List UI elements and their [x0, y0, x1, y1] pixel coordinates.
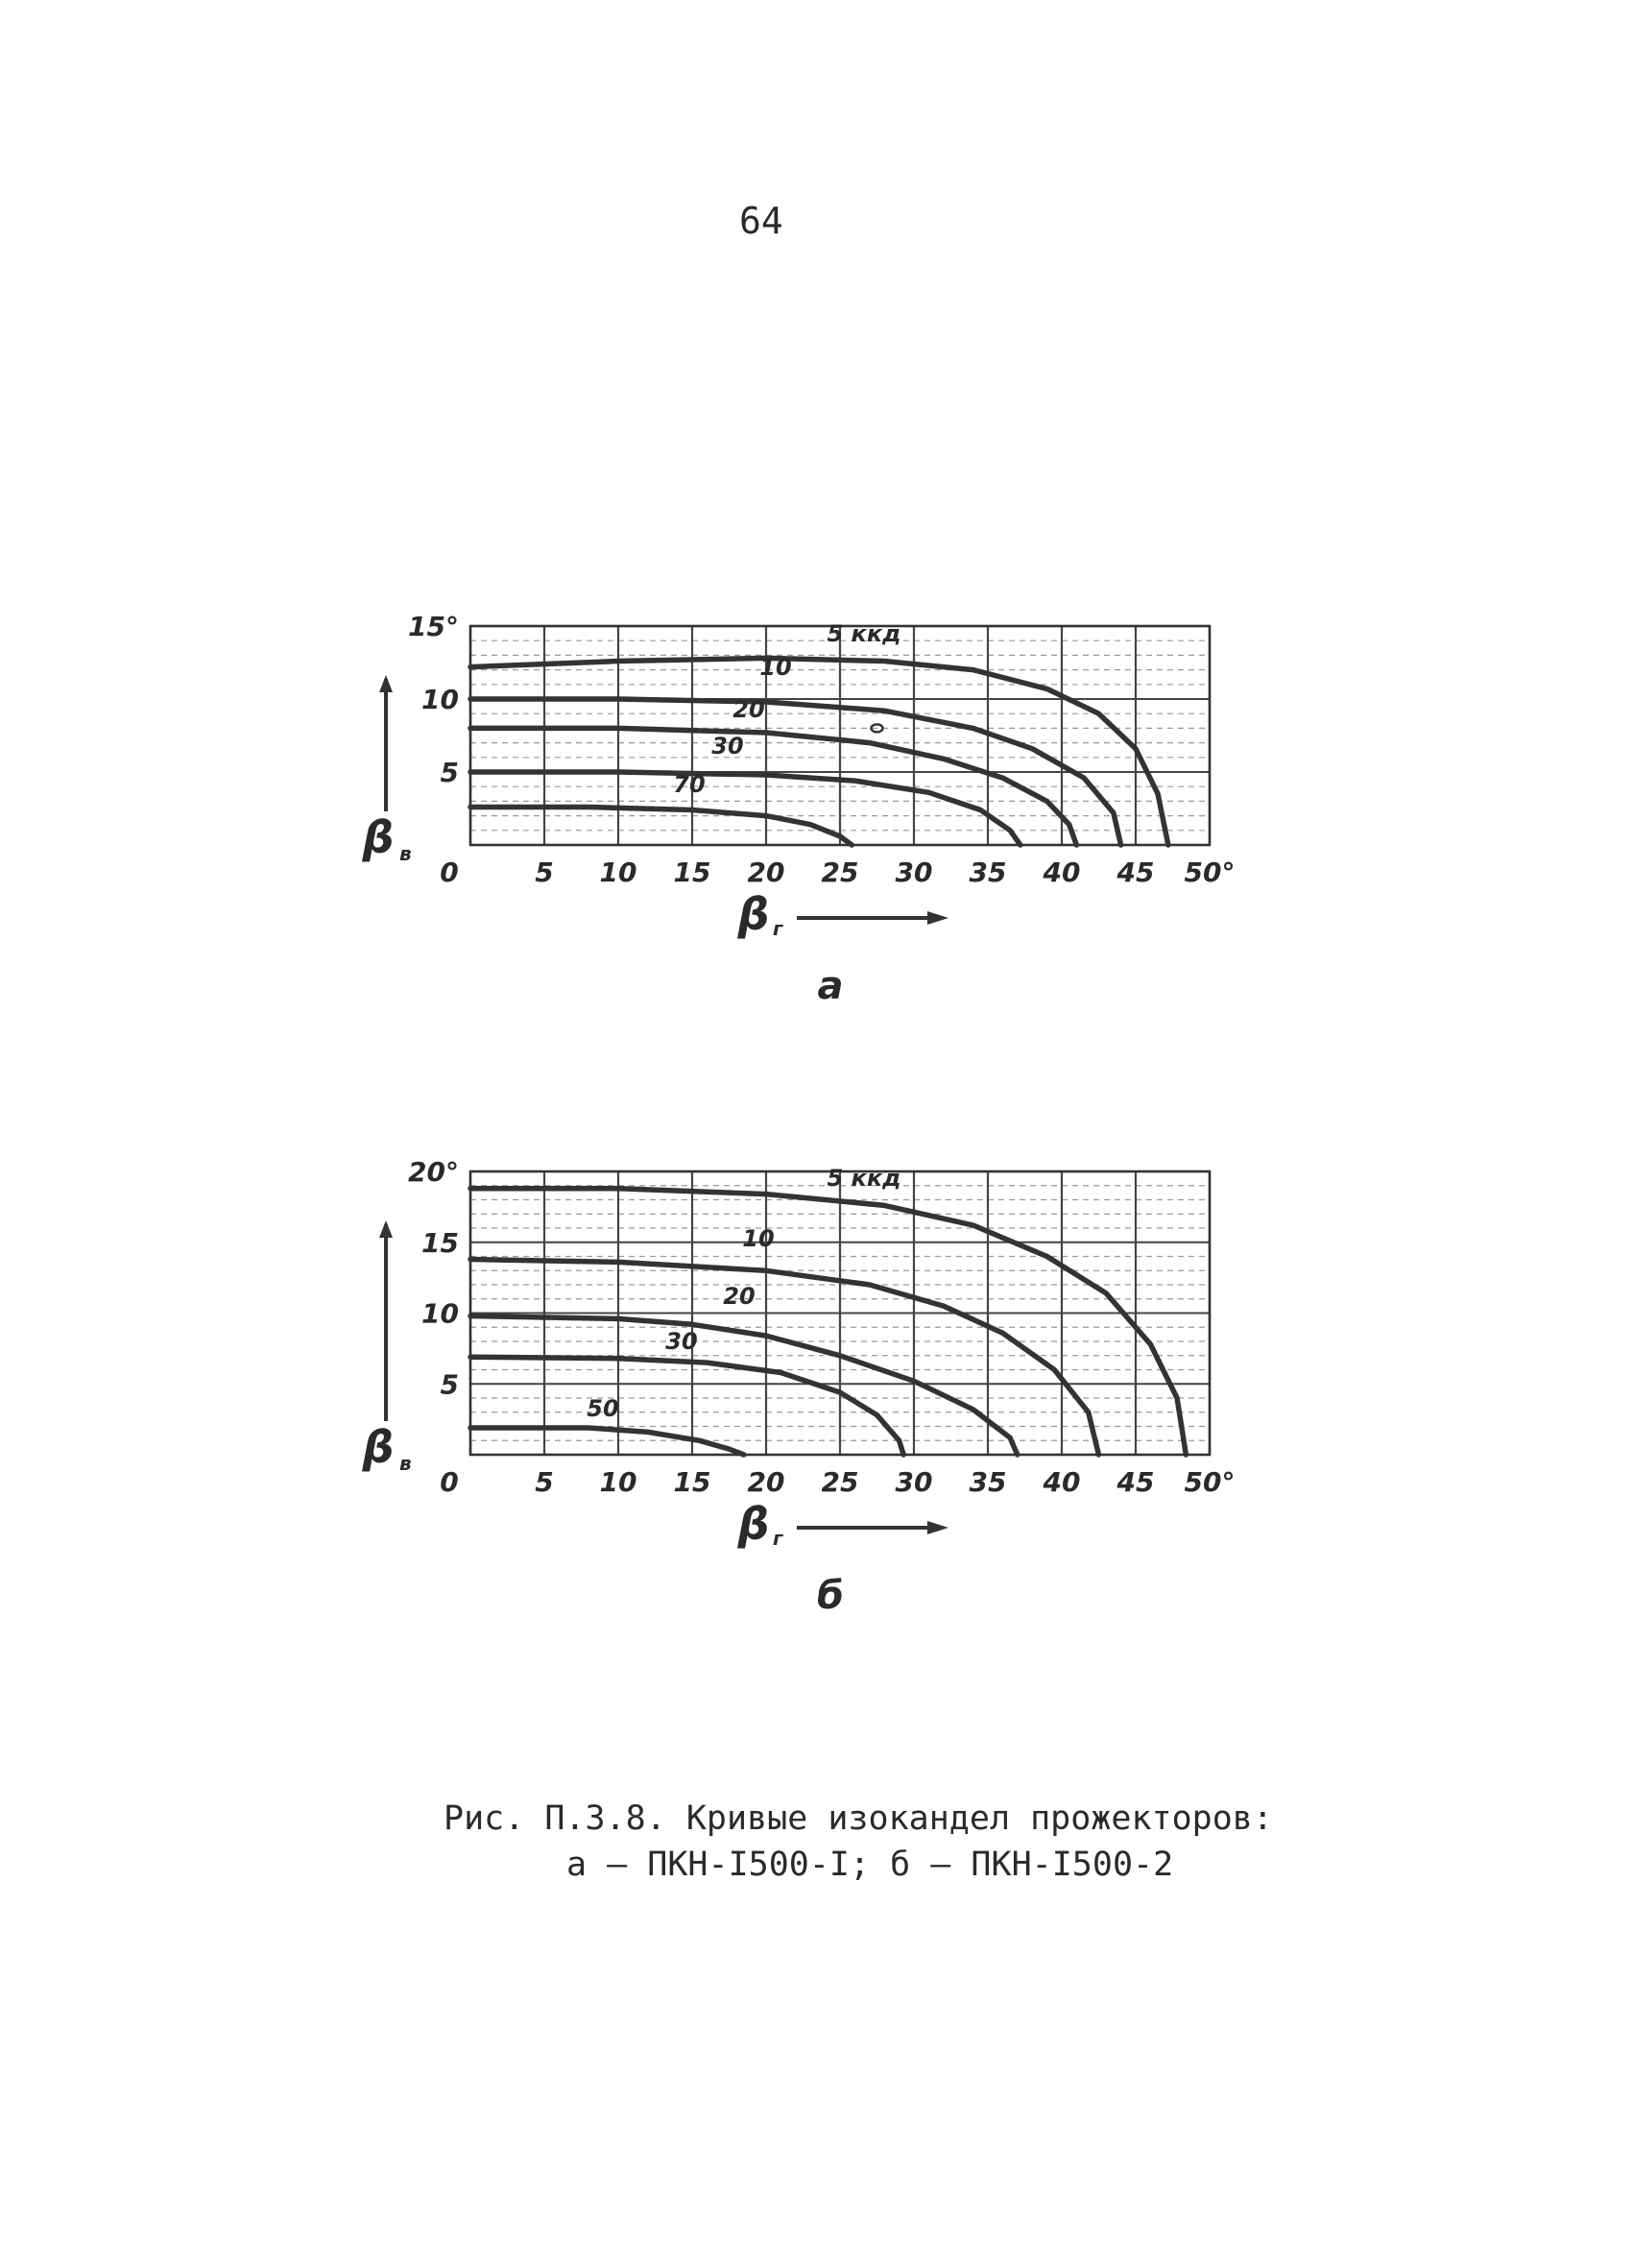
x-tick-label: 20	[747, 1466, 785, 1498]
x-tick-label: 5	[535, 857, 554, 888]
curve-label: 10	[742, 1225, 775, 1252]
x-axis-label: β	[737, 888, 770, 940]
x-tick-label: 40	[1043, 1466, 1081, 1498]
x-axis-arrow-head	[927, 1521, 948, 1534]
x-tick-label: 30	[895, 857, 933, 888]
x-tick-label: 45	[1116, 857, 1155, 888]
curve-label: 5 ккд	[827, 1165, 901, 1192]
curve-label: 20	[732, 696, 765, 723]
y-tick-label: 5	[440, 1368, 459, 1401]
x-tick-label: 25	[821, 1466, 859, 1498]
curve-label: 70	[673, 771, 706, 798]
x-tick-label: 35	[969, 857, 1007, 888]
y-axis-arrow-head	[379, 675, 393, 692]
x-tick-label: 15	[673, 857, 711, 888]
curve-label: 20	[723, 1283, 756, 1310]
panel-label: а	[817, 964, 844, 1008]
isocandela-chart-b	[0, 1123, 1632, 1632]
x-axis-arrow-head	[927, 911, 948, 925]
y-axis-label: β	[362, 1421, 395, 1473]
caption-line-1: Рис. П.3.8. Кривые изокандел прожекторов:	[444, 1799, 1273, 1838]
y-axis-label: β	[362, 811, 395, 863]
caption-line-2: а – ПКН-I500-I; б – ПКН-I500-2	[566, 1846, 1174, 1884]
x-tick-label: 40	[1043, 857, 1081, 888]
panel-label: б	[817, 1574, 844, 1618]
isocandela-curve	[470, 1316, 1018, 1456]
x-tick-label: 35	[969, 1466, 1007, 1498]
x-tick-label: 15	[673, 1466, 711, 1498]
y-tick-label: 10	[421, 1297, 459, 1330]
curve-label: 5 ккд	[827, 620, 901, 647]
x-tick-label: 5	[535, 1466, 554, 1498]
page-number: 64	[739, 200, 783, 242]
x-tick-label: 45	[1116, 1466, 1155, 1498]
y-axis-arrow-head	[379, 1220, 393, 1238]
x-axis-label-subscript: г	[773, 1527, 783, 1550]
x-tick-label: 25	[821, 857, 859, 888]
y-axis-label-subscript: в	[399, 1452, 412, 1475]
y-tick-label: 5	[440, 757, 459, 788]
x-axis-label: β	[737, 1498, 770, 1550]
x-tick-label: 50°	[1184, 857, 1236, 888]
x-axis-label-subscript: г	[773, 917, 783, 940]
y-tick-label: 10	[421, 684, 459, 715]
y-tick-label: 20°	[408, 1156, 459, 1188]
y-tick-label: 15°	[408, 611, 459, 642]
x-tick-label: 30	[895, 1466, 933, 1498]
curve-label: 10	[759, 654, 792, 681]
y-axis-label-subscript: в	[399, 842, 412, 865]
curve-label: 30	[665, 1328, 698, 1355]
x-tick-label: 0	[440, 857, 459, 888]
curve-label: 30	[711, 733, 744, 760]
isocandela-curve	[470, 728, 1076, 845]
isocandela-chart-a	[0, 576, 1632, 1008]
x-tick-label: 10	[599, 1466, 637, 1498]
x-tick-label: 0	[440, 1466, 459, 1498]
isocandela-curve	[470, 808, 852, 846]
x-tick-label: 10	[599, 857, 637, 888]
y-tick-label: 15	[421, 1226, 459, 1259]
curve-label: 50	[587, 1395, 619, 1422]
isocandela-curve	[470, 1428, 744, 1455]
x-tick-label: 50°	[1184, 1466, 1236, 1498]
x-tick-label: 20	[747, 857, 785, 888]
